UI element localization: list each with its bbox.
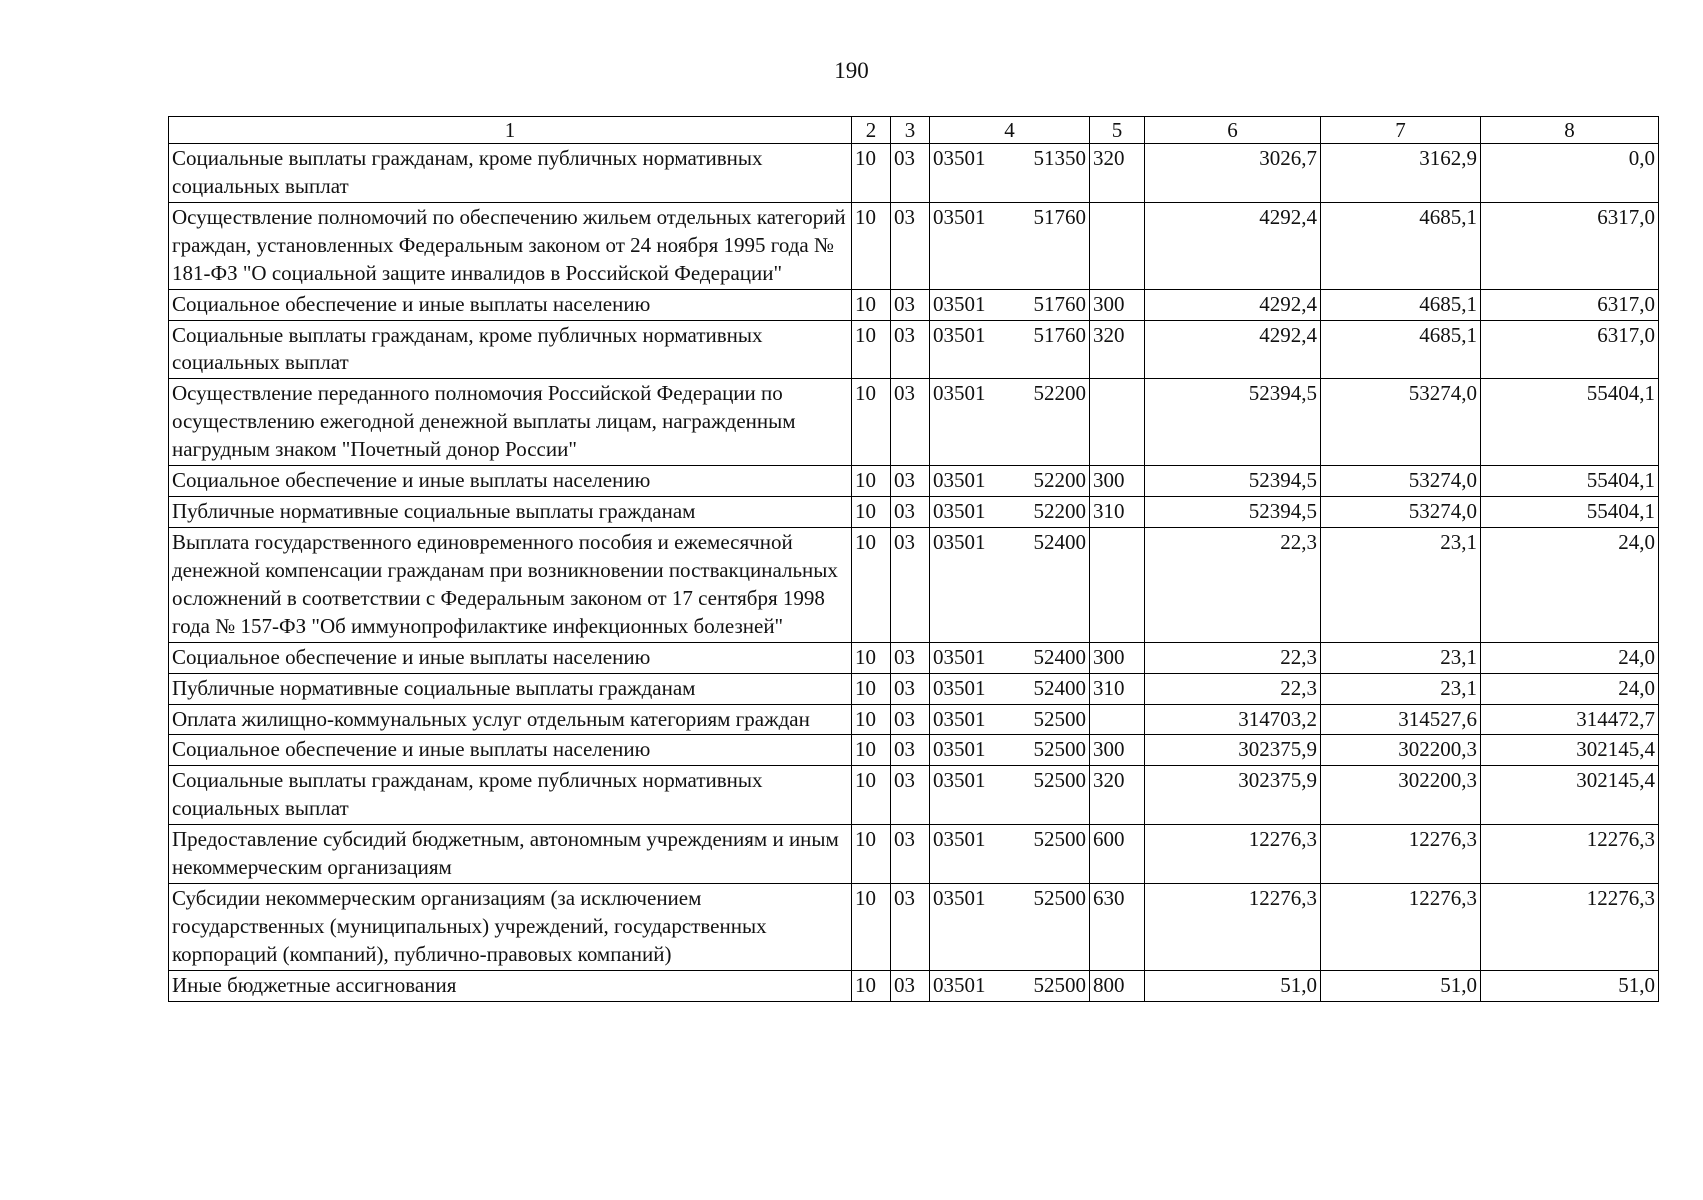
direction-code: 51760: [1033, 322, 1086, 347]
row-description: Социальное обеспечение и иные выплаты населению: [169, 735, 852, 766]
amount-col-7: 302200,3: [1321, 766, 1481, 825]
section-code: 10: [852, 527, 891, 642]
target-article-parts: [933, 529, 1086, 557]
amount-col-8: 302145,4: [1481, 766, 1659, 825]
expense-type-code: 320: [1090, 320, 1145, 379]
expense-type-code: 310: [1090, 673, 1145, 704]
amount-col-7: 23,1: [1321, 527, 1481, 642]
amount-col-8: 0,0: [1481, 144, 1659, 203]
expense-type-code: 320: [1090, 766, 1145, 825]
target-article-parts: [933, 706, 1086, 734]
amount-col-6: 22,3: [1145, 527, 1321, 642]
amount-col-6: 22,3: [1145, 642, 1321, 673]
section-code: 10: [852, 642, 891, 673]
expense-type-code: [1090, 704, 1145, 735]
expense-type-code: 300: [1090, 289, 1145, 320]
target-article-code: [930, 320, 1090, 379]
direction-code: 52500: [1033, 737, 1086, 762]
header-col-2: 2: [852, 117, 891, 144]
table-row: [169, 379, 1659, 466]
direction-code: 52400: [1033, 529, 1086, 554]
section-code: 10: [852, 466, 891, 497]
table-row: [169, 766, 1659, 825]
expense-type-code: 600: [1090, 825, 1145, 884]
amount-col-7: 12276,3: [1321, 884, 1481, 971]
row-description: Публичные нормативные социальные выплаты гражданам: [169, 673, 852, 704]
amount-col-8: 6317,0: [1481, 289, 1659, 320]
amount-col-6: 52394,5: [1145, 497, 1321, 528]
program-code: 03501: [933, 146, 986, 170]
target-article-code: [930, 527, 1090, 642]
target-article-code: [930, 642, 1090, 673]
row-description: Социальные выплаты гражданам, кроме публичных нормативных социальных выплат: [169, 144, 852, 203]
program-code: 03501: [933, 972, 986, 997]
amount-col-6: 22,3: [1145, 673, 1321, 704]
table-row: [169, 466, 1659, 497]
target-article-parts: [933, 322, 1086, 350]
table-row: [169, 289, 1659, 320]
direction-code: 51350: [1033, 146, 1086, 170]
amount-col-6: 51,0: [1145, 970, 1321, 1001]
amount-col-6: 302375,9: [1145, 766, 1321, 825]
target-article-parts: [933, 291, 1086, 319]
table-row: [169, 144, 1659, 203]
row-description: Публичные нормативные социальные выплаты гражданам: [169, 497, 852, 528]
target-article-code: [930, 379, 1090, 466]
target-article-parts: [933, 972, 1086, 1000]
expense-type-code: [1090, 202, 1145, 289]
header-col-6: 6: [1145, 117, 1321, 144]
direction-code: 52400: [1033, 644, 1086, 669]
row-description: Социальные выплаты гражданам, кроме публичных нормативных социальных выплат: [169, 766, 852, 825]
section-code: 10: [852, 970, 891, 1001]
amount-col-7: 4685,1: [1321, 289, 1481, 320]
section-code: 10: [852, 497, 891, 528]
expense-type-code: 310: [1090, 497, 1145, 528]
header-col-8: 8: [1481, 117, 1659, 144]
row-description: Иные бюджетные ассигнования: [169, 970, 852, 1001]
subsection-code: 03: [891, 289, 930, 320]
direction-code: 52200: [1033, 468, 1086, 493]
header-col-4: 4: [930, 117, 1090, 144]
row-description: Субсидии некоммерческим организациям (за исключением государственных (муниципальных) учреждений, государственных корпораций (компаний), публично-правовых компаний): [169, 884, 852, 971]
direction-code: 52500: [1033, 706, 1086, 731]
target-article-parts: [933, 767, 1086, 795]
direction-code: 52500: [1033, 972, 1086, 997]
target-article-code: [930, 673, 1090, 704]
target-article-parts: [933, 145, 1086, 173]
section-code: 10: [852, 320, 891, 379]
program-code: 03501: [933, 499, 986, 524]
table-row: [169, 970, 1659, 1001]
subsection-code: 03: [891, 144, 930, 203]
target-article-parts: [933, 380, 1086, 408]
program-code: 03501: [933, 468, 986, 493]
subsection-code: 03: [891, 673, 930, 704]
section-code: 10: [852, 735, 891, 766]
amount-col-8: 24,0: [1481, 642, 1659, 673]
header-col-3: 3: [891, 117, 930, 144]
expense-type-code: 300: [1090, 466, 1145, 497]
target-article-code: [930, 825, 1090, 884]
header-col-5: 5: [1090, 117, 1145, 144]
target-article-parts: [933, 644, 1086, 672]
page-number: 190: [834, 58, 869, 83]
direction-code: 52500: [1033, 827, 1086, 852]
row-description: Социальное обеспечение и иные выплаты населению: [169, 466, 852, 497]
amount-col-8: 302145,4: [1481, 735, 1659, 766]
subsection-code: 03: [891, 466, 930, 497]
amount-col-6: 3026,7: [1145, 144, 1321, 203]
subsection-code: 03: [891, 320, 930, 379]
program-code: 03501: [933, 706, 986, 731]
header-row: [169, 117, 1659, 144]
header-col-7: 7: [1321, 117, 1481, 144]
expense-type-code: [1090, 379, 1145, 466]
amount-col-7: 53274,0: [1321, 497, 1481, 528]
amount-col-6: 302375,9: [1145, 735, 1321, 766]
row-description: Социальные выплаты гражданам, кроме публичных нормативных социальных выплат: [169, 320, 852, 379]
table-row: [169, 884, 1659, 971]
target-article-code: [930, 144, 1090, 203]
table-row: [169, 735, 1659, 766]
row-description: Социальное обеспечение и иные выплаты населению: [169, 642, 852, 673]
budget-table: [168, 116, 1659, 1002]
amount-col-7: 53274,0: [1321, 466, 1481, 497]
amount-col-8: 24,0: [1481, 527, 1659, 642]
expense-type-code: 300: [1090, 642, 1145, 673]
table-row: [169, 497, 1659, 528]
section-code: 10: [852, 379, 891, 466]
section-code: 10: [852, 704, 891, 735]
direction-code: 52400: [1033, 675, 1086, 700]
table-body: [169, 144, 1659, 1002]
amount-col-6: 4292,4: [1145, 320, 1321, 379]
row-description: Осуществление переданного полномочия Российской Федерации по осуществлению ежегодной денежной выплаты лицам, награжденным нагрудным знаком "Почетный донор России": [169, 379, 852, 466]
target-article-code: [930, 970, 1090, 1001]
table-row: [169, 527, 1659, 642]
amount-col-8: 55404,1: [1481, 466, 1659, 497]
subsection-code: 03: [891, 884, 930, 971]
expense-type-code: 320: [1090, 144, 1145, 203]
program-code: 03501: [933, 529, 986, 554]
direction-code: 52200: [1033, 499, 1086, 524]
target-article-parts: [933, 736, 1086, 764]
amount-col-7: 23,1: [1321, 673, 1481, 704]
target-article-parts: [933, 826, 1086, 854]
section-code: 10: [852, 766, 891, 825]
amount-col-8: 55404,1: [1481, 497, 1659, 528]
target-article-code: [930, 766, 1090, 825]
program-code: 03501: [933, 381, 986, 406]
amount-col-8: 51,0: [1481, 970, 1659, 1001]
subsection-code: 03: [891, 766, 930, 825]
target-article-code: [930, 466, 1090, 497]
expense-type-code: 300: [1090, 735, 1145, 766]
amount-col-8: 12276,3: [1481, 825, 1659, 884]
expense-type-code: 630: [1090, 884, 1145, 971]
amount-col-6: 4292,4: [1145, 289, 1321, 320]
section-code: 10: [852, 202, 891, 289]
direction-code: 51760: [1033, 291, 1086, 316]
amount-col-7: 53274,0: [1321, 379, 1481, 466]
amount-col-7: 3162,9: [1321, 144, 1481, 203]
target-article-code: [930, 202, 1090, 289]
section-code: 10: [852, 673, 891, 704]
table-row: [169, 642, 1659, 673]
expense-type-code: 800: [1090, 970, 1145, 1001]
target-article-parts: [933, 204, 1086, 232]
amount-col-7: 51,0: [1321, 970, 1481, 1001]
amount-col-7: 12276,3: [1321, 825, 1481, 884]
table-row: [169, 673, 1659, 704]
direction-code: 52500: [1033, 768, 1086, 793]
direction-code: 51760: [1033, 204, 1086, 229]
amount-col-7: 4685,1: [1321, 202, 1481, 289]
program-code: 03501: [933, 204, 986, 229]
section-code: 10: [852, 289, 891, 320]
target-article-parts: [933, 467, 1086, 495]
subsection-code: 03: [891, 970, 930, 1001]
direction-code: 52200: [1033, 381, 1086, 406]
subsection-code: 03: [891, 735, 930, 766]
section-code: 10: [852, 825, 891, 884]
target-article-parts: [933, 675, 1086, 703]
amount-col-6: 314703,2: [1145, 704, 1321, 735]
table-row: [169, 320, 1659, 379]
direction-code: 52500: [1033, 886, 1086, 911]
amount-col-8: 314472,7: [1481, 704, 1659, 735]
program-code: 03501: [933, 322, 986, 347]
amount-col-7: 302200,3: [1321, 735, 1481, 766]
target-article-code: [930, 704, 1090, 735]
program-code: 03501: [933, 737, 986, 762]
program-code: 03501: [933, 768, 986, 793]
amount-col-8: 55404,1: [1481, 379, 1659, 466]
program-code: 03501: [933, 827, 986, 852]
subsection-code: 03: [891, 642, 930, 673]
subsection-code: 03: [891, 527, 930, 642]
target-article-code: [930, 735, 1090, 766]
amount-col-6: 52394,5: [1145, 379, 1321, 466]
program-code: 03501: [933, 886, 986, 911]
table-row: [169, 704, 1659, 735]
amount-col-6: 12276,3: [1145, 884, 1321, 971]
table-row: [169, 202, 1659, 289]
target-article-code: [930, 497, 1090, 528]
amount-col-8: 6317,0: [1481, 320, 1659, 379]
amount-col-6: 12276,3: [1145, 825, 1321, 884]
table-row: [169, 825, 1659, 884]
amount-col-8: 12276,3: [1481, 884, 1659, 971]
section-code: 10: [852, 884, 891, 971]
expense-type-code: [1090, 527, 1145, 642]
program-code: 03501: [933, 675, 986, 700]
subsection-code: 03: [891, 202, 930, 289]
target-article-parts: [933, 885, 1086, 913]
program-code: 03501: [933, 291, 986, 316]
section-code: 10: [852, 144, 891, 203]
amount-col-8: 24,0: [1481, 673, 1659, 704]
header-col-1: 1: [169, 117, 852, 144]
row-description: Осуществление полномочий по обеспечению жильем отдельных категорий граждан, установленных Федеральным законом от 24 ноября 1995 года № 181-ФЗ "О социальной защите инвалидов в Российской Федерации": [169, 202, 852, 289]
row-description: Оплата жилищно-коммунальных услуг отдельным категориям граждан: [169, 704, 852, 735]
amount-col-7: 314527,6: [1321, 704, 1481, 735]
subsection-code: 03: [891, 825, 930, 884]
program-code: 03501: [933, 644, 986, 669]
target-article-parts: [933, 498, 1086, 526]
row-description: Предоставление субсидий бюджетным, автономным учреждениям и иным некоммерческим организациям: [169, 825, 852, 884]
amount-col-6: 52394,5: [1145, 466, 1321, 497]
row-description: Социальное обеспечение и иные выплаты населению: [169, 289, 852, 320]
amount-col-6: 4292,4: [1145, 202, 1321, 289]
subsection-code: 03: [891, 379, 930, 466]
amount-col-7: 4685,1: [1321, 320, 1481, 379]
target-article-code: [930, 884, 1090, 971]
amount-col-8: 6317,0: [1481, 202, 1659, 289]
target-article-code: [930, 289, 1090, 320]
amount-col-7: 23,1: [1321, 642, 1481, 673]
subsection-code: 03: [891, 497, 930, 528]
row-description: Выплата государственного единовременного пособия и ежемесячной денежной компенсации гражданам при возникновении поствакцинальных осложнений в соответствии с Федеральным законом от 17 сентября 1998 года № 157-ФЗ "Об иммунопрофилактике инфекционных болезней": [169, 527, 852, 642]
subsection-code: 03: [891, 704, 930, 735]
